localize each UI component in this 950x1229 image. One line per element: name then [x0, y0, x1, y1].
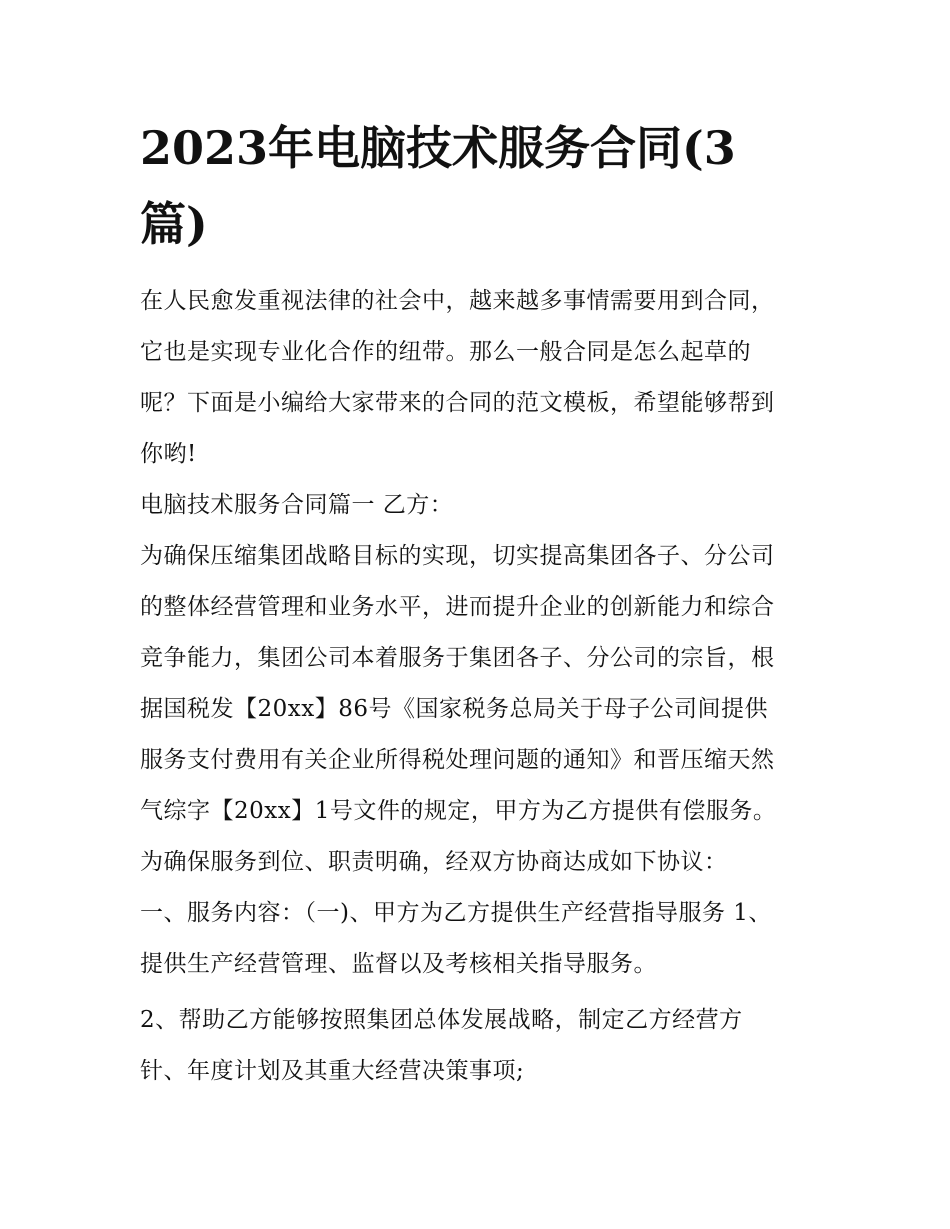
text-line: 它也是实现专业化合作的纽带。那么一般合同是怎么起草的 [140, 339, 751, 365]
title-line: 篇) [140, 197, 208, 251]
text-line: 为确保服务到位、职责明确，经双方协商达成如下协议： [140, 849, 728, 875]
text-line: 服务支付费用有关企业所得税处理问题的通知》和晋压缩天然 [140, 747, 775, 773]
body-paragraph [140, 995, 820, 1097]
text-line: 一、服务内容：（一)、甲方为乙方提供生产经营指导服务 1、 [140, 900, 772, 926]
document-body [140, 276, 820, 1097]
text-line: 2、帮助乙方能够按照集团总体发展战略，制定乙方经营方 [140, 1007, 743, 1033]
text-line: 为确保压缩集团战略目标的实现，切实提高集团各子、分公司 [140, 543, 775, 569]
intro-paragraph [140, 276, 820, 480]
title-line: 2023年电脑技术服务合同(3 [140, 121, 736, 175]
section-heading [140, 480, 820, 531]
text-line: 在人民愈发重视法律的社会中，越来越多事情需要用到合同， [140, 288, 775, 314]
text-line: 电脑技术服务合同篇一 乙方： [140, 492, 454, 518]
body-paragraph [140, 531, 820, 990]
text-line: 针、年度计划及其重大经营决策事项; [140, 1058, 525, 1084]
document-title [140, 110, 820, 262]
text-line: 竞争能力，集团公司本着服务于集团各子、分公司的宗旨，根 [140, 645, 775, 671]
text-line: 气综字【20xx】1号文件的规定，甲方为乙方提供有偿服务。 [140, 798, 777, 824]
text-line: 的整体经营管理和业务水平，进而提升企业的创新能力和综合 [140, 594, 775, 620]
text-line: 提供生产经营管理、监督以及考核相关指导服务。 [140, 951, 657, 977]
text-line: 你哟! [140, 441, 197, 467]
text-line: 据国税发【20xx】86号《国家税务总局关于母子公司间提供 [140, 696, 768, 722]
text-line: 呢？下面是小编给大家带来的合同的范文模板，希望能够帮到 [140, 390, 775, 416]
